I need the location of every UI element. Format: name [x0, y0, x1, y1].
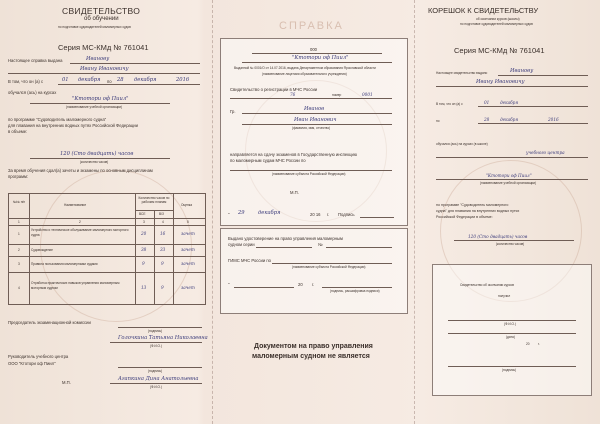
- counterfoil-issued-label: Настоящее свидетельство выдано: [436, 71, 488, 75]
- gims-line: [272, 263, 392, 264]
- table-row-3-num: 3: [18, 262, 20, 266]
- period-month-from: декабря: [78, 77, 101, 83]
- notice-line-1: Документом на право управления: [254, 343, 373, 350]
- counterfoil-period-line-2: [478, 123, 588, 124]
- program-hours: 120 (Сто двадцать) часов: [60, 151, 134, 157]
- table-row-1-name: Устройство и техническое обслуживание маломерного моторного судна: [31, 228, 129, 237]
- table-subheader-vz: В/З: [159, 212, 164, 216]
- head-name: Агапкина Дина Анатольевна: [118, 376, 199, 382]
- counterfoil-hours-note: (количество часов): [496, 242, 525, 246]
- counterfoil-day-from: 01: [484, 100, 490, 105]
- chairman-sign-note: (подпись): [148, 329, 163, 333]
- counterfoil-first-name: Ивану Ивановичу: [476, 79, 525, 85]
- period-month-to: декабря: [134, 77, 157, 83]
- referral-stamp-placeholder: М.П.: [290, 190, 299, 195]
- period-line: [58, 84, 200, 85]
- referral-sign-label: Подпись: [338, 212, 355, 217]
- student-first-name: Иван Иванович: [294, 117, 337, 123]
- period-to-label: по: [107, 79, 112, 84]
- table-row-0-h2: 4: [162, 220, 164, 224]
- direction-line: [230, 170, 392, 171]
- table-row-4-h1: 13: [141, 285, 147, 290]
- counterfoil-center-label: учебного центра: [526, 150, 565, 155]
- head-org: ООО "Ктотори оф Пиил": [8, 361, 56, 366]
- period-day-from: 01: [62, 77, 69, 83]
- table-row-3-grade: зачет: [181, 261, 195, 266]
- referral-sign-line: [360, 217, 394, 218]
- counterfoil-panel: [414, 0, 600, 424]
- table-header-num: №№ п/п: [12, 200, 26, 204]
- registration-line: [230, 98, 392, 99]
- exams-label: За время обучения сдал(а) зачеты и экзамены по основным дисциплинам: [8, 168, 153, 173]
- certificate-subtitle: по подготовке судоводителей маломерных судов: [58, 25, 131, 29]
- receipt-fio-note: (Ф.И.О.): [504, 322, 516, 326]
- head-sign-line: [118, 367, 202, 368]
- referral-org-line: [242, 62, 392, 63]
- license-date-line: [234, 287, 294, 288]
- referral-year: 20 16: [310, 212, 321, 217]
- counterfoil-org-note: (наименование учебной организации): [480, 181, 537, 185]
- table-row-0-grade: 5: [187, 220, 189, 224]
- table-row-4-grade: зачет: [181, 285, 195, 290]
- table-row-1-h2: 16: [160, 231, 166, 236]
- row-sep-4: [9, 272, 205, 273]
- receipt-year: 20: [526, 342, 530, 346]
- recipient-line-2: [8, 73, 200, 74]
- receipt-fio-line: [448, 320, 576, 321]
- referral-top-code: 000: [310, 47, 317, 52]
- table-row-0-num: 1: [18, 220, 20, 224]
- watermark-text: СПРАВКА: [279, 20, 344, 32]
- certificate-series: Серия МС-КМд № 761041: [58, 43, 149, 52]
- row-sep-1: [9, 225, 205, 226]
- table-row-4-h2: 9: [161, 285, 164, 290]
- table-row-3-name: Правила пользования маломерными судами: [31, 262, 98, 266]
- license-issued-label-2: судном серии: [228, 242, 255, 247]
- head-name-note: (Ф.И.О.): [150, 385, 162, 389]
- training-org-note: (наименование учебной организации): [66, 105, 123, 109]
- row-sep-3: [9, 256, 205, 257]
- training-org: "Ктотори оф Пиил": [72, 96, 129, 102]
- counterfoil-month-to: декабря: [500, 117, 519, 122]
- referral-license-text: Выданной № 0001/О от 14.07.2016, выдана Департаментом образования Ярославской области: [234, 66, 376, 70]
- counterfoil-day-to: 28: [484, 117, 490, 122]
- recipient-last-name: Иванову: [86, 56, 110, 62]
- row-sep-2: [9, 244, 205, 245]
- counterfoil-from-label: В том, что он (а) с: [436, 102, 463, 106]
- student-fio-note: (фамилия, имя, отчество): [292, 126, 331, 130]
- receipt-year-suffix: г.: [538, 342, 540, 346]
- training-org-line: [30, 103, 170, 104]
- license-year: 20: [298, 282, 303, 287]
- counterfoil-program-label-3: Российской Федерации в объеме:: [436, 215, 493, 219]
- direction-label-2: по маломерным судам МЧС России по: [230, 158, 306, 163]
- student-gr-label: Гр.: [230, 109, 236, 114]
- row-sep-h: [135, 210, 173, 211]
- issued-to-label: Настоящее справка выдана: [8, 58, 63, 63]
- referral-org: "Ктотори оф Пиил": [292, 55, 349, 61]
- period-from-label: В том, что он (а) с: [8, 79, 44, 84]
- direction-note: (наименование субъекта Российской Федерации): [272, 172, 346, 176]
- chairman-label: Председатель экзаменационной комиссии: [8, 320, 91, 325]
- certificate-panel: [0, 0, 212, 424]
- receipt-sign-line: [448, 366, 576, 367]
- counterfoil-org-line-1: [436, 157, 588, 158]
- receipt-label: Свидетельство об окончании курсов: [460, 283, 514, 287]
- head-sign-note: (подпись): [148, 369, 163, 373]
- program-hours-line: [30, 158, 170, 159]
- receipt-label-2: получил: [498, 294, 511, 298]
- table-row-3-h2: 9: [161, 261, 164, 266]
- license-number-line: [326, 247, 392, 248]
- table-row-3-h1: 9: [142, 261, 145, 266]
- recipient-line-1: [70, 63, 200, 64]
- student-line-1: [242, 113, 392, 114]
- referral-day: 29: [238, 210, 245, 216]
- table-row-0-name: 2: [79, 220, 81, 224]
- certificate-title: СВИДЕТЕЛЬСТВО: [62, 6, 141, 16]
- license-date-quote: ": [228, 282, 230, 287]
- table-row-2-num: 2: [18, 248, 20, 252]
- table-header-grade: Оценка: [181, 203, 193, 207]
- referral-month: декабря: [258, 210, 281, 216]
- table-header-hours: Количество часов по рабочим планам: [138, 196, 170, 204]
- receipt-date-note: (дата): [506, 335, 515, 339]
- gims-label: ГИМС МЧС России по: [228, 258, 271, 263]
- period-day-to: 28: [117, 77, 124, 83]
- recipient-first-name: Ивану Ивановичу: [80, 66, 129, 72]
- license-series-line: [256, 247, 312, 248]
- table-row-0-h1: 3: [143, 220, 145, 224]
- counterfoil-line-1: [498, 75, 588, 76]
- registration-number: 0001: [362, 92, 373, 97]
- counterfoil-last-name: Иванову: [510, 68, 534, 74]
- counterfoil-org-line-2: [436, 179, 588, 180]
- program-label: по программе "Судоводитель маломерного судна": [8, 117, 107, 122]
- program-label-3: в объеме:: [8, 129, 28, 134]
- head-label: Руководитель учебного центра: [8, 354, 69, 359]
- chairman-name-line: [110, 342, 202, 343]
- registration-region: 76: [290, 92, 296, 97]
- counterfoil-to-label: по: [436, 119, 440, 123]
- counterfoil-trained-label: обучался (ась) на курсах (в школе): [436, 142, 488, 146]
- counterfoil-period-line-1: [478, 106, 588, 107]
- head-name-line: [110, 383, 202, 384]
- counterfoil-subtitle: по подготовке судоводителей маломерных судов: [460, 22, 533, 26]
- counterfoil-title-2: об окончании курсов (школы): [476, 17, 520, 21]
- table-row-2-h1: 38: [141, 247, 147, 252]
- referral-panel: [212, 0, 414, 424]
- table-row-2-grade: зачет: [181, 247, 195, 252]
- counterfoil-program-label-2: судна" для плавания на внутренних водных путях: [436, 209, 520, 213]
- table-subheader-all: ВСЕ: [139, 212, 146, 216]
- license-sign-note: (подпись, расшифровка подписи): [330, 289, 380, 293]
- stamp-placeholder: М.П.: [62, 380, 71, 385]
- license-number-label: №: [318, 242, 323, 247]
- table-row-4-name: Отработка практических навыков управления маломерным моторным судном: [31, 281, 120, 290]
- table-row-1-num: 1: [18, 232, 20, 236]
- counterfoil-month-from: декабря: [500, 100, 519, 105]
- chairman-sign-line: [118, 327, 202, 328]
- student-last-name: Иванов: [304, 106, 325, 112]
- table-row-1-h1: 20: [141, 231, 147, 236]
- counterfoil-year: 2016: [548, 117, 559, 122]
- program-hours-note: (количество часов): [80, 160, 109, 164]
- table-row-2-name: Судовождение: [31, 248, 53, 252]
- referral-date-quote: ": [228, 212, 230, 217]
- counterfoil-program-label: по программе "Судоводитель маломерного: [436, 203, 509, 207]
- exams-label-2: программ:: [8, 174, 29, 179]
- row-sep-0: [9, 218, 205, 219]
- license-issued-label: Выдано удостоверение на право управления маломерным: [228, 236, 343, 241]
- certificate-title-2: об обучении: [84, 16, 119, 22]
- table-row-1-grade: зачет: [181, 231, 195, 236]
- registration-number-label: номер: [332, 93, 342, 97]
- notice-line-2: маломерным судном не является: [252, 353, 370, 360]
- chairman-name-note: (Ф.И.О.): [150, 344, 162, 348]
- counterfoil-line-2: [436, 86, 588, 87]
- counterfoil-hours: 120 (Сто двадцать) часов: [468, 234, 528, 239]
- student-line-2: [242, 124, 392, 125]
- receipt-sign-note: (подпись): [502, 368, 517, 372]
- counterfoil-org: "Ктотори оф Пиил": [486, 173, 532, 178]
- period-year: 2016: [176, 77, 190, 83]
- col-sep-4: [173, 194, 174, 304]
- referral-license-note: (наименование лицензии образовательного учреждения): [262, 72, 347, 76]
- direction-label: направляется на сдачу экзаменов в Государственную инспекцию: [230, 152, 357, 157]
- license-year-suffix: г.: [312, 282, 315, 287]
- counterfoil-title: КОРЕШОК К СВИДЕТЕЛЬСТВУ: [428, 6, 539, 15]
- trained-label: обучался (ась) на курсах: [8, 90, 57, 95]
- table-header-name: Наименование: [64, 203, 87, 207]
- chairman-name: Голочкина Татьяна Николаевна: [118, 335, 208, 341]
- program-label-2: для плавания на внутренних водных путях Российской Федерации: [8, 123, 138, 128]
- counterfoil-hours-line: [454, 240, 574, 241]
- gims-note: (наименование субъекта Российской Федерации): [292, 265, 366, 269]
- table-row-2-h2: 33: [160, 247, 166, 252]
- registration-label: Свидетельство о регистрации в МЧС России: [230, 87, 318, 92]
- license-sign-line: [322, 287, 392, 288]
- table-row-4-num: 4: [18, 286, 20, 290]
- grades-table: [8, 193, 206, 305]
- counterfoil-series: Серия МС-КМд № 761041: [454, 46, 545, 55]
- receipt-date-line: [448, 333, 576, 334]
- referral-year-suffix: г.: [327, 212, 330, 217]
- referral-top-line: [252, 53, 382, 54]
- col-sep-1: [29, 194, 30, 304]
